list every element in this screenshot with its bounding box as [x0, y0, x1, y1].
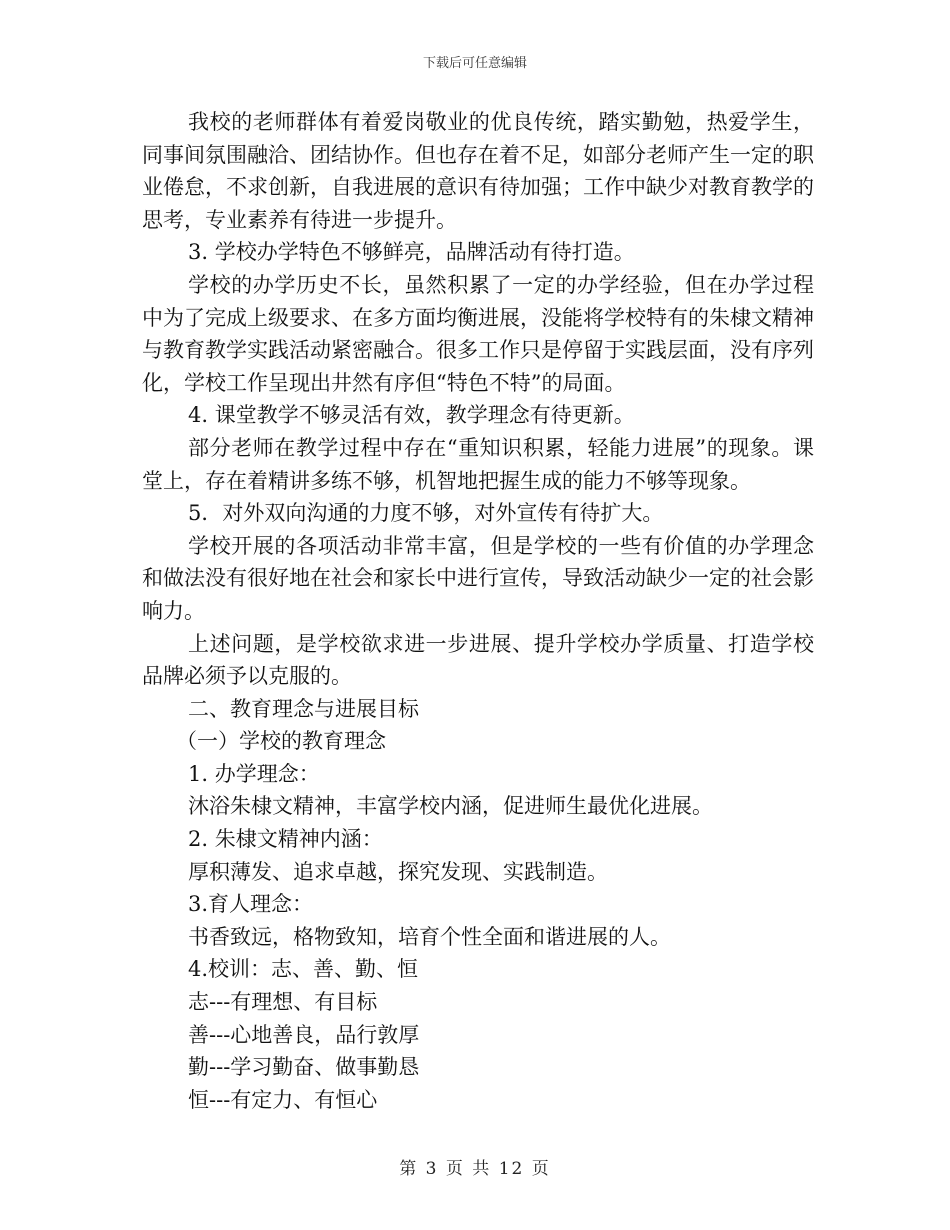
paragraph-school-history: 学校的办学历史不长，虽然积累了一定的办学经验，但在办学过程中为了完成上级要求、在多方面均衡进展，没能将学校特有的朱棣文精神与教育教学实践活动紧密融合。很多工作只是停留于实践层面，没有序列化，学校工作呈现出井然有序但“特色不特”的局面。 — [142, 272, 814, 395]
paragraph-summary: 上述问题，是学校欲求进一步进展、提升学校办学质量、打造学校品牌必须予以克服的。 — [142, 631, 814, 689]
paragraph-teaching-process: 部分老师在教学过程中存在“重知识积累，轻能力进展”的现象。课堂上，存在着精讲多练不够，机智地把握生成的能力不够等现象。 — [142, 435, 814, 493]
list-item-4-title: 4.校训：志、善、勤、恒 — [188, 957, 419, 982]
list-item-2-title: 2. 朱棣文精神内涵： — [188, 827, 383, 852]
heading-item-3: 3. 学校办学特色不够鲜亮，品牌活动有待打造。 — [188, 240, 635, 265]
motto-line-zhi: 志---有理想、有目标 — [188, 990, 378, 1015]
motto-line-heng: 恒---有定力、有恒心 — [188, 1087, 378, 1112]
list-item-1-title: 1. 办学理念： — [188, 761, 320, 786]
heading-item-4: 4. 课堂教学不够灵活有效，教学理念有待更新。 — [188, 403, 635, 428]
list-item-3-title: 3.育人理念： — [188, 892, 314, 917]
list-item-3-body: 书香致远，格物致知，培育个性全面和谐进展的人。 — [188, 924, 671, 949]
list-item-1-body: 沐浴朱棣文精神，丰富学校内涵，促进师生最优化进展。 — [188, 794, 713, 819]
page-header: 下载后可任意编辑 — [422, 56, 527, 71]
section-heading-2: 二、教育理念与进展目标 — [188, 696, 419, 721]
list-item-2-body: 厚积薄发、追求卓越，探究发现、实践制造。 — [188, 859, 608, 884]
paragraph-activities: 学校开展的各项活动非常丰富，但是学校的一些有价值的办学理念和做法没有很好地在社会和家长中进行宣传，导致活动缺少一定的社会影响力。 — [142, 533, 814, 623]
subsection-heading-1: （一）学校的教育理念 — [176, 729, 386, 754]
motto-line-shan: 善---心地善良，品行敦厚 — [188, 1022, 420, 1047]
motto-line-qin: 勤---学习勤奋、做事勤恳 — [188, 1055, 420, 1080]
page-footer: 第 3 页 共 12 页 — [399, 1159, 551, 1179]
heading-item-5: 5．对外双向沟通的力度不够，对外宣传有待扩大。 — [188, 501, 664, 526]
document-body — [142, 106, 814, 1116]
paragraph-teacher-team: 我校的老师群体有着爱岗敬业的优良传统，踏实勤勉，热爱学生，同事间氛围融洽、团结协作。但也存在着不足，如部分老师产生一定的职业倦怠，不求创新，自我进展的意识有待加强；工作中缺少对教育教学的思考，专业素养有待进一步提升。 — [142, 110, 814, 232]
